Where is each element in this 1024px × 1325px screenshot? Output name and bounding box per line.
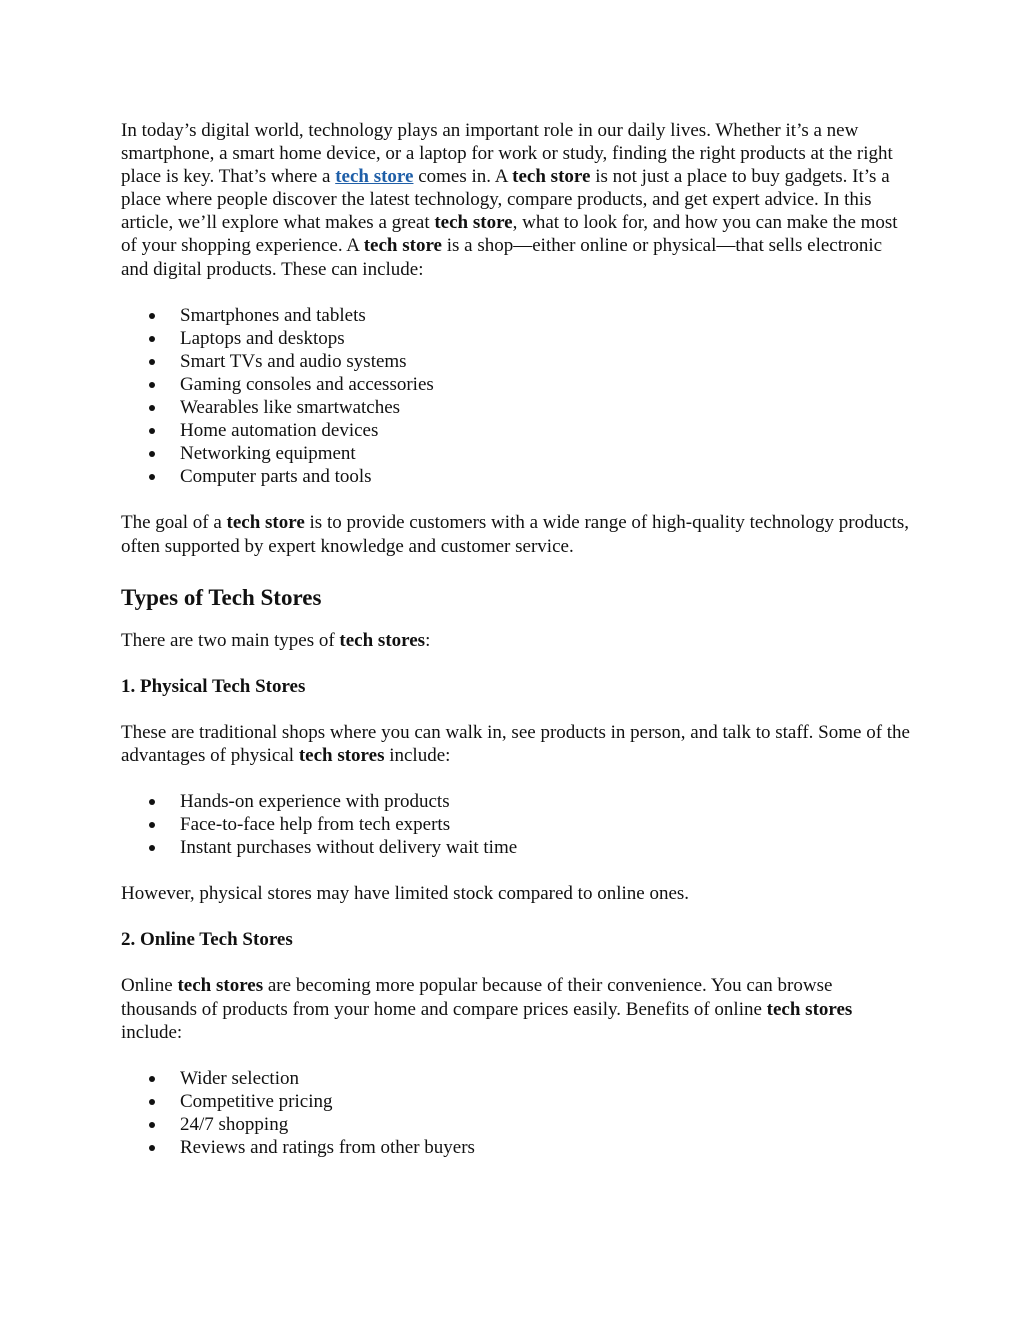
list-item: Networking equipment bbox=[180, 442, 911, 465]
list-item: Instant purchases without delivery wait time bbox=[180, 836, 911, 859]
types-intro-paragraph bbox=[121, 629, 911, 652]
intro-text-5: is a shop—either online or physical—that sells electronic and digital products. These can include: bbox=[121, 235, 883, 280]
list-item: Face-to-face help from tech experts bbox=[180, 813, 911, 836]
online-text-3: include: bbox=[121, 1021, 183, 1043]
list-item: Gaming consoles and accessories bbox=[180, 373, 911, 396]
intro-text-3: is not just a place to buy gadgets. It’s a place where people discover the latest technology, compare products, and get expert advice. In this article, we’ll explore what makes a great bbox=[121, 166, 890, 234]
intro-text-1: In today’s digital world, technology plays an important role in our daily lives. Whether it’s a new smartphone, a smart home device, or a laptop for work or study, finding the right products at the right place is key. That’s where a bbox=[121, 120, 893, 188]
types-heading: Types of Tech Stores bbox=[121, 584, 322, 610]
list-item: Wider selection bbox=[180, 1067, 911, 1090]
list-item: Computer parts and tools bbox=[180, 465, 911, 488]
online-paragraph bbox=[121, 974, 911, 1043]
physical-after-paragraph: However, physical stores may have limited stock compared to online ones. bbox=[121, 883, 690, 905]
list-item: Wearables like smartwatches bbox=[180, 396, 911, 419]
physical-heading: 1. Physical Tech Stores bbox=[121, 675, 306, 697]
physical-benefits-list bbox=[121, 790, 911, 859]
list-item: 24/7 shopping bbox=[180, 1113, 911, 1136]
online-text-2: are becoming more popular because of their convenience. You can browse thousands of products from your home and compare prices easily. Benefits of online bbox=[121, 975, 833, 1020]
list-item: Competitive pricing bbox=[180, 1090, 911, 1113]
types-intro-bold-1: tech stores bbox=[339, 629, 426, 651]
types-intro-text-2: : bbox=[425, 629, 431, 651]
list-item: Smartphones and tablets bbox=[180, 304, 911, 327]
goal-text-1: The goal of a bbox=[121, 512, 227, 534]
tech-store-link[interactable]: tech store bbox=[335, 166, 414, 188]
intro-bold-3: tech store bbox=[363, 235, 442, 257]
physical-text-2: include: bbox=[384, 744, 451, 766]
list-item: Home automation devices bbox=[180, 419, 911, 442]
list-item: Reviews and ratings from other buyers bbox=[180, 1136, 911, 1159]
online-benefits-list bbox=[121, 1067, 911, 1159]
goal-paragraph bbox=[121, 511, 911, 557]
goal-text-2: is to provide customers with a wide range of high-quality technology products, often supported by expert knowledge and customer service. bbox=[121, 512, 909, 557]
online-heading: 2. Online Tech Stores bbox=[121, 929, 293, 951]
intro-text-4: , what to look for, and how you can make the most of your shopping experience. A bbox=[121, 212, 898, 257]
document-page bbox=[121, 119, 911, 1159]
physical-bold-1: tech stores bbox=[298, 744, 385, 766]
products-list bbox=[121, 304, 911, 489]
intro-bold-1: tech store bbox=[512, 166, 591, 188]
intro-paragraph bbox=[121, 119, 911, 281]
types-intro-text-1: There are two main types of bbox=[121, 629, 340, 651]
list-item: Smart TVs and audio systems bbox=[180, 350, 911, 373]
list-item: Laptops and desktops bbox=[180, 327, 911, 350]
goal-bold-1: tech store bbox=[226, 512, 305, 534]
online-text-1: Online bbox=[121, 975, 178, 997]
online-bold-2: tech stores bbox=[766, 998, 853, 1020]
physical-text-1: These are traditional shops where you can walk in, see products in person, and talk to staff. Some of the advantages of physical bbox=[121, 721, 910, 766]
list-item: Hands-on experience with products bbox=[180, 790, 911, 813]
physical-paragraph bbox=[121, 721, 911, 767]
online-bold-1: tech stores bbox=[177, 975, 264, 997]
intro-bold-2: tech store bbox=[434, 212, 513, 234]
intro-text-2: comes in. A bbox=[413, 166, 513, 188]
